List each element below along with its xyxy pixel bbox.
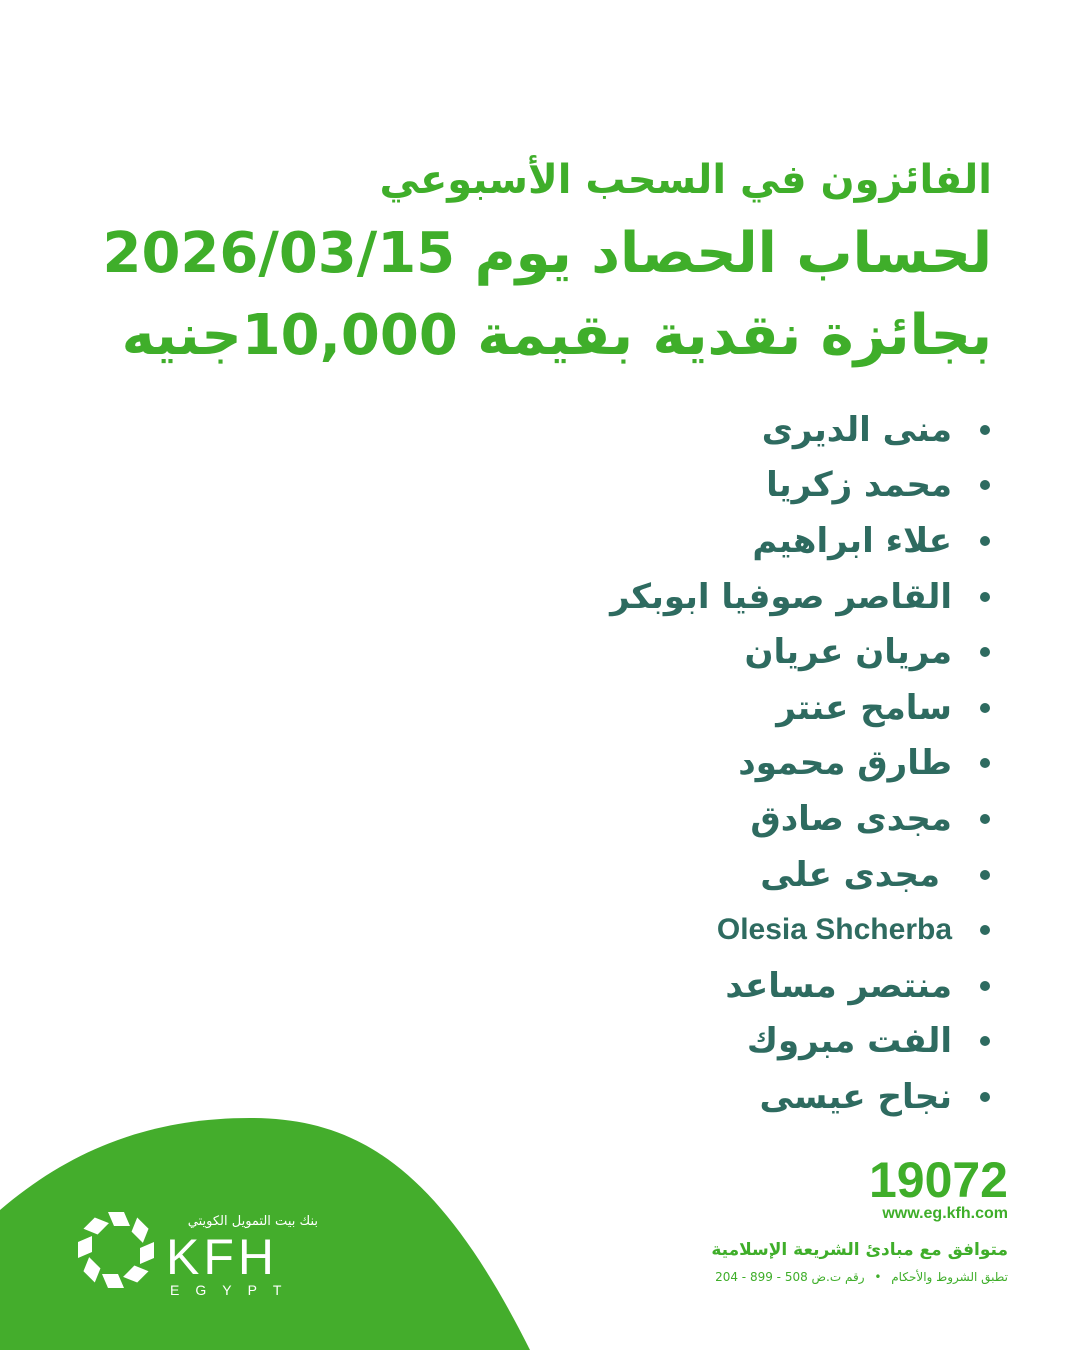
list-item xyxy=(350,791,990,847)
bullet-icon xyxy=(980,925,990,935)
bullet-icon xyxy=(980,814,990,824)
list-item xyxy=(350,1069,990,1125)
bullet-icon xyxy=(980,647,990,657)
headline-weekly-draw-winners: الفائزون في السحب الأسبوعي xyxy=(379,157,992,203)
sharia-compliance-note: متوافق مع مبادئ الشريعة الإسلامية xyxy=(711,1240,1008,1260)
bullet-icon xyxy=(980,870,990,880)
winner-name: مجدى على xyxy=(760,854,940,895)
winner-name: سامح عنتر xyxy=(776,687,952,728)
registration-number: رقم ت.ض 508 - 899 - 204 xyxy=(715,1270,865,1284)
prize-amount: 10,000 xyxy=(241,303,458,368)
winner-name: الفت مبروك xyxy=(746,1021,952,1062)
list-item xyxy=(350,958,990,1014)
bullet-icon xyxy=(980,981,990,991)
winner-name: طارق محمود xyxy=(738,743,952,784)
hotline-number: 19072 xyxy=(868,1152,1008,1208)
winner-name: مريان عريان xyxy=(744,632,952,673)
separator-dot: • xyxy=(874,1270,882,1284)
winner-name: القاصر صوفيا ابوبكر xyxy=(610,576,952,617)
winner-name: محمد زكريا xyxy=(766,465,952,506)
list-item xyxy=(350,847,990,903)
headline-account-label: لحساب الحصاد يوم xyxy=(474,221,992,286)
winner-name: نجاح عيسى xyxy=(759,1076,952,1117)
prize-label: بجائزة نقدية بقيمة xyxy=(477,303,992,368)
list-item xyxy=(350,513,990,569)
winner-name: علاء ابراهيم xyxy=(752,520,952,561)
logo-country-text: EGYPT xyxy=(170,1282,298,1298)
bullet-icon xyxy=(980,592,990,602)
terms-text: تطبق الشروط والأحكام xyxy=(891,1270,1008,1284)
winner-name: مجدى صادق xyxy=(750,798,952,839)
bullet-icon xyxy=(980,703,990,713)
headline-prize xyxy=(12,298,992,374)
draw-date: 2026/03/15 xyxy=(102,221,456,286)
list-item xyxy=(350,458,990,514)
list-item xyxy=(350,569,990,625)
list-item xyxy=(350,736,990,792)
prize-currency: جنيه xyxy=(121,303,242,368)
logo-arabic-name: بنك بيت التمويل الكويتي xyxy=(187,1214,318,1229)
headline-account-date xyxy=(12,216,992,292)
list-item xyxy=(350,402,990,458)
bullet-icon xyxy=(980,536,990,546)
winner-name: منتصر مساعد xyxy=(725,965,952,1006)
website-link[interactable]: www.eg.kfh.com xyxy=(882,1205,1008,1222)
logo-brand-text: KFH xyxy=(166,1229,278,1285)
list-item xyxy=(350,1014,990,1070)
bullet-icon xyxy=(980,758,990,768)
list-item xyxy=(350,680,990,736)
kfh-egypt-logo xyxy=(76,1208,336,1308)
list-item xyxy=(350,624,990,680)
bullet-icon xyxy=(980,1036,990,1046)
list-item xyxy=(350,902,990,958)
winner-name: Olesia Shcherba xyxy=(716,913,952,947)
kfh-logo-mark-icon xyxy=(76,1210,156,1290)
bullet-icon xyxy=(980,425,990,435)
bullet-icon xyxy=(980,1092,990,1102)
winners-list xyxy=(350,402,990,1125)
bullet-icon xyxy=(980,480,990,490)
winner-name: منى الديرى xyxy=(761,409,952,450)
terms-line xyxy=(715,1270,1008,1284)
